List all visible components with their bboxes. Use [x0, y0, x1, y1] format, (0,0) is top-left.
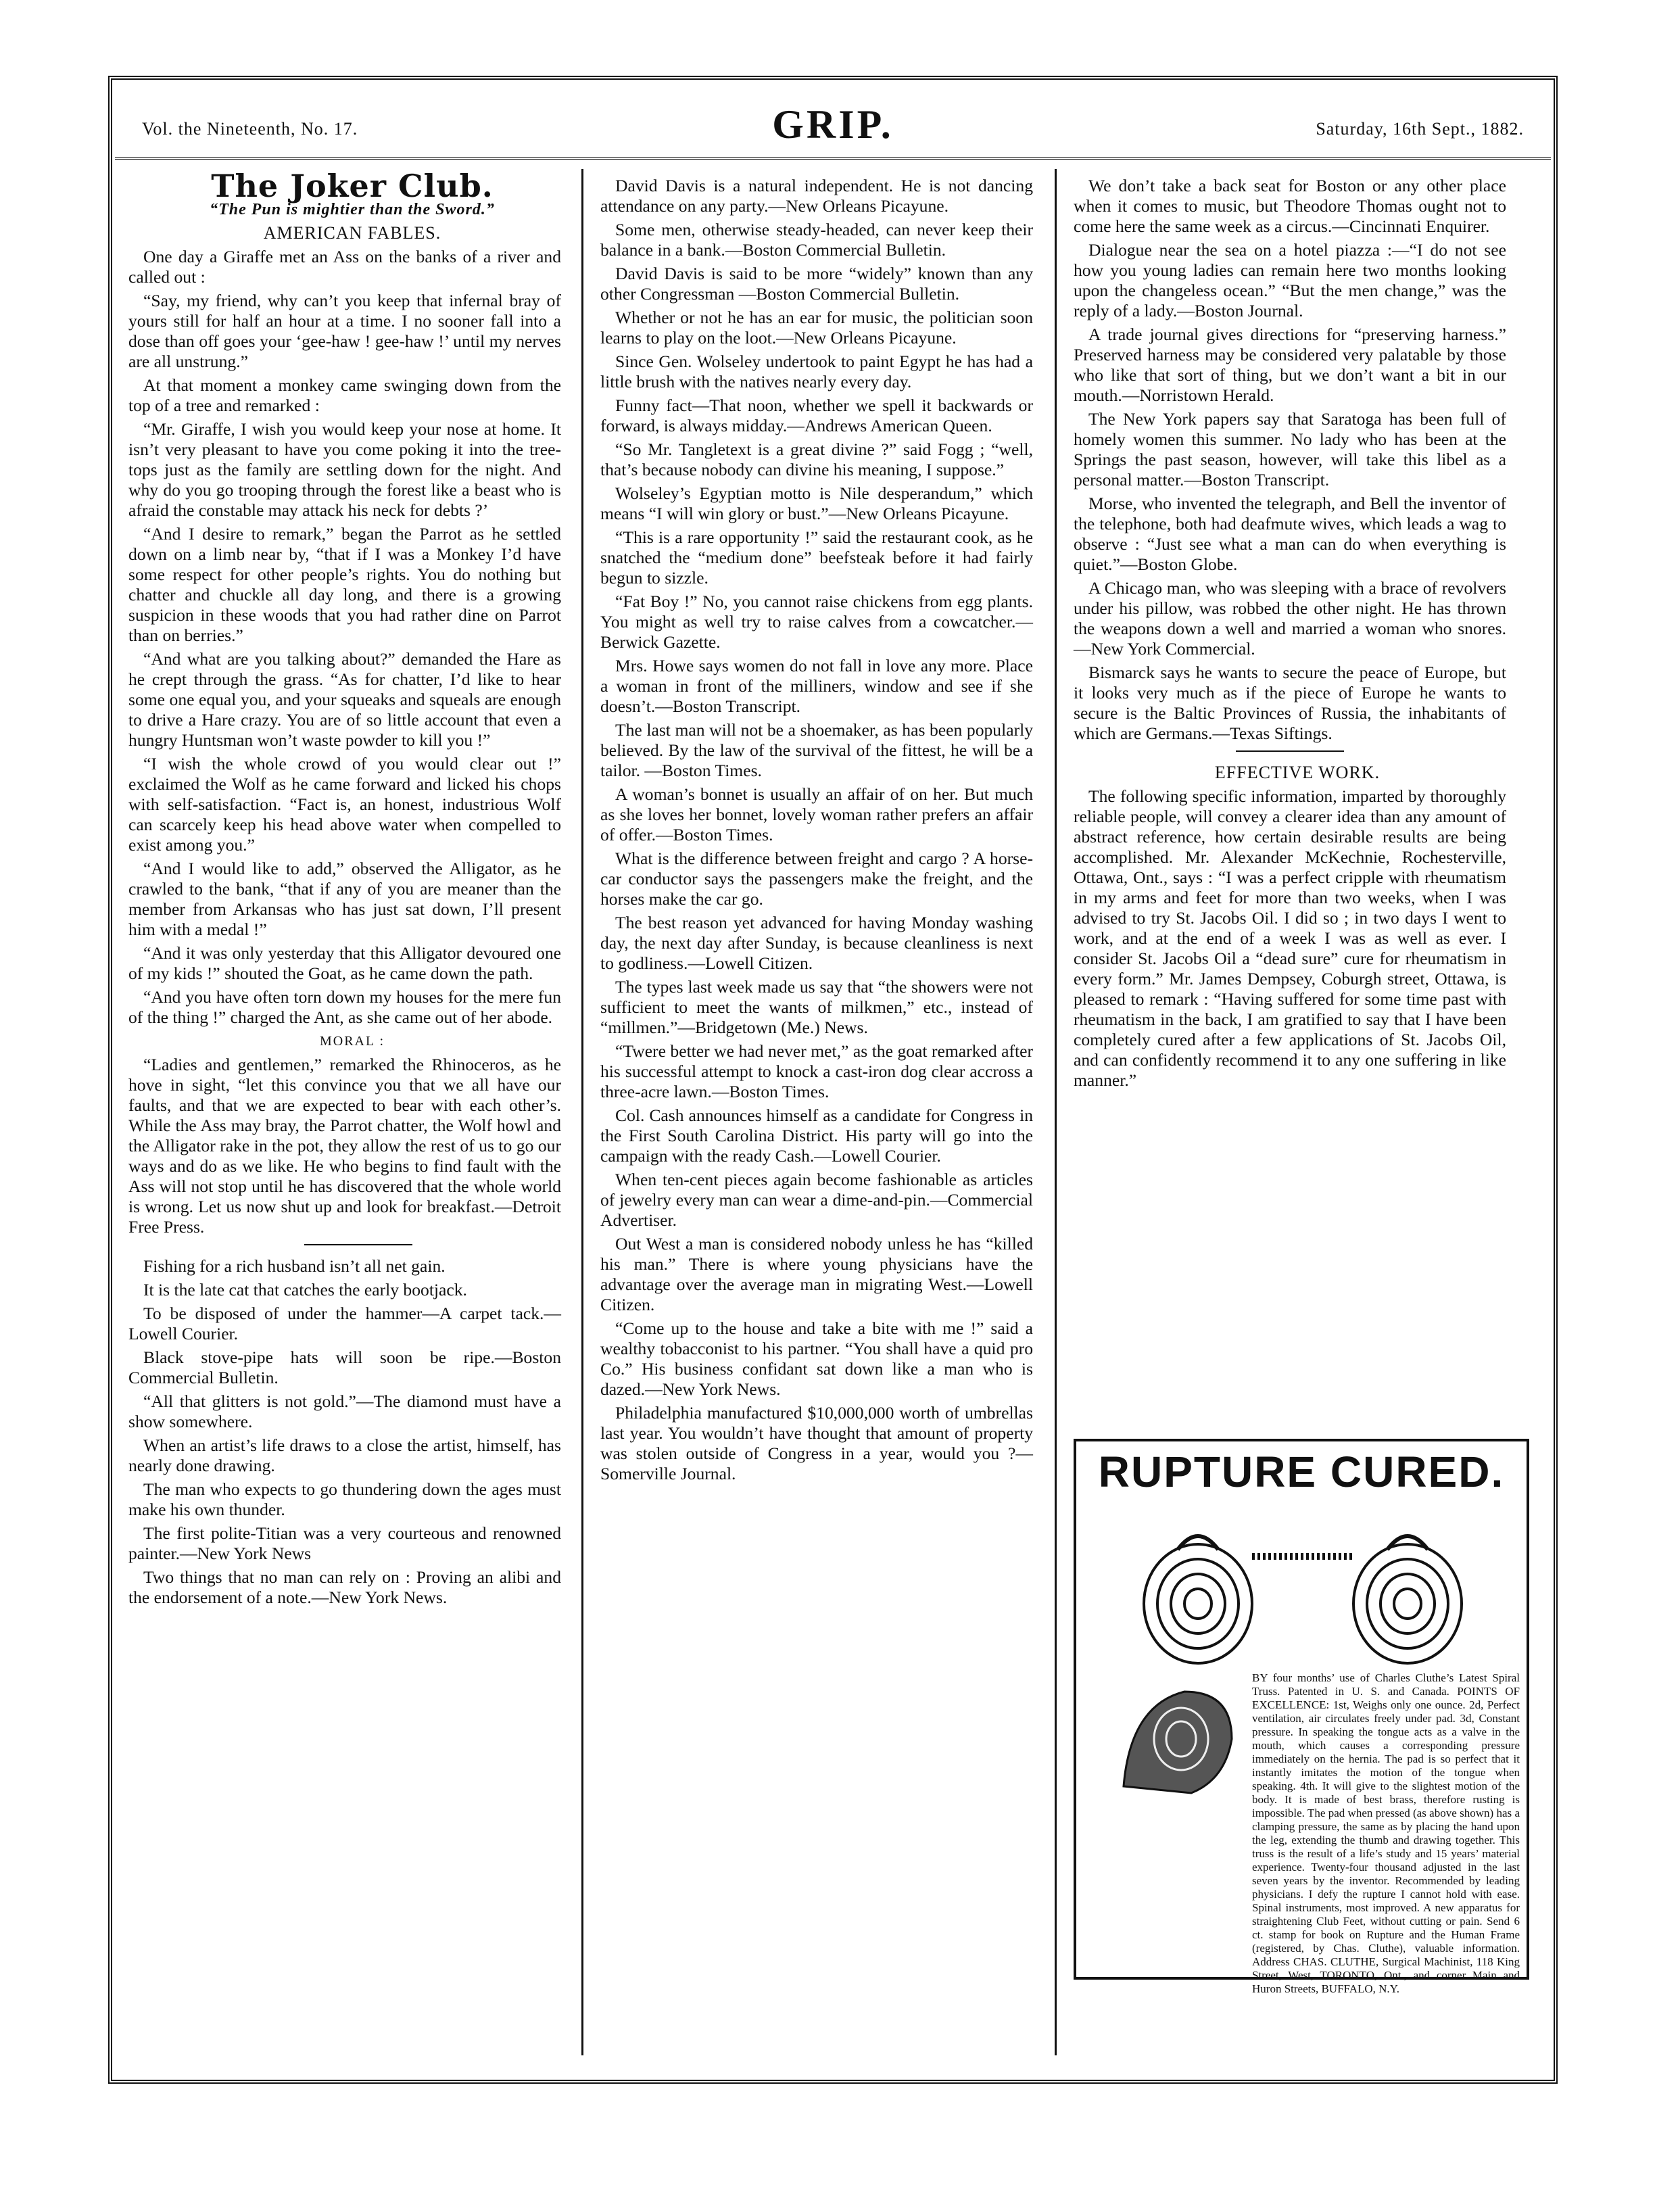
fable-paragraph: “Mr. Giraffe, I wish you would keep your nose at home. It isn’t very pleasant to have you come poking it into the tree-tops just as the family are settling down for the night. And why do you go trooping through the forest like a beast who is afraid the constable may attack his neck for debts ?’ — [128, 419, 561, 520]
fable-paragraph: “And what are you talking about?” demanded the Hare as he crept through the grass. “As for chatter, I’d like to hear some one equal you, and your squeaks and squeals are enough to drive a Hare crazy. You are of so little account that even a hungry Huntsman won’t waste powder to kill you !” — [128, 649, 561, 750]
effective-work-heading: EFFECTIVE WORK. — [1214, 763, 1381, 782]
joke-item: We don’t take a back seat for Boston or any other place when it comes to music, but Theodore Thomas ought not to come here the same week as a circus.—Cincinnati Enquirer. — [1074, 176, 1506, 236]
joke-item: The first polite-Titian was a very courteous and renowned painter.—New York News — [128, 1523, 561, 1563]
joke-item: The man who expects to go thundering down the ages must make his own thunder. — [128, 1479, 561, 1519]
column-divider — [1055, 169, 1057, 2055]
section-rule — [304, 1244, 412, 1245]
joke-item: To be disposed of under the hammer—A carpet tack.—Lowell Courier. — [128, 1304, 561, 1343]
truss-illustration — [1117, 1509, 1495, 1671]
joke-item: What is the difference between freight and cargo ? A horse-car conductor says the passengers make the freight, and the horses make the car go. — [600, 849, 1033, 909]
joke-item: “Fat Boy !” No, you cannot raise chickens from egg plants. You might as well try to raise calves from a cowcatcher.—Berwick Gazette. — [600, 592, 1033, 652]
joke-item: Morse, who invented the telegraph, and Bell the inventor of the telephone, both had deafmute wives, which leads a wag to observe : “Just see what a man can do when everything is quiet.”—Boston Globe. — [1074, 494, 1506, 574]
joke-item: Col. Cash announces himself as a candidate for Congress in the First South Carolina District. His party will go into the campaign with the ready Cash.—Lowell Courier. — [600, 1105, 1033, 1166]
joke-item: Bismarck says he wants to secure the peace of Europe, but it looks very much as if the piece of Europe he wants to secure is the Baltic Provinces of Russia, the inhabitants of which are Germans.—Texas Siftings. — [1074, 663, 1506, 743]
joke-item: A trade journal gives directions for “preserving harness.” Preserved harness may be considered very palatable by those who like that sort of thing, but we don’t want a bit in our mouth.—Norristown Herald. — [1074, 325, 1506, 405]
joke-item: Fishing for a rich husband isn’t all net gain. — [143, 1256, 446, 1276]
joke-item: “So Mr. Tangletext is a great divine ?” said Fogg ; “well, that’s because nobody can divine his meaning, I suppose.” — [600, 439, 1033, 479]
advert-body — [1252, 1671, 1520, 1996]
fable-paragraph: “And I would like to add,” observed the Alligator, as he crawled to the bank, “that if any of you are meaner than the member from Arkansas who has just sat down, I’ll present him with a medal !” — [128, 859, 561, 939]
joke-item: It is the late cat that catches the early bootjack. — [143, 1280, 467, 1299]
joke-item: Some men, otherwise steady-headed, can never keep their balance in a bank.—Boston Commercial Bulletin. — [600, 220, 1033, 260]
advert-body-text: BY four months’ use of Charles Cluthe’s Latest Spiral Truss. Patented in U. S. and Canada. POINTS OF EXCELLENCE: 1st, Weighs only one ounce. 2d, Perfect ventilation, air circulates freely under pad. 3d, Constant pressure. In speaking the tongue acts as a valve in the mouth, which causes a corresponding pressure immediately on the hernia. The pad is so perfect that it instantly imitates the motion of the tongue when speaking. 4th. It will give to the slightest motion of the body. It is made of best brass, therefore rusting is impossible. The pad when pressed (as above shown) has a clamping pressure, the same as by placing the hand upon the leg, extending the thumb and drawing together. This truss is the result of a life’s study and 15 years’ material experience. Twenty-four thousand adjusted in the last seven years by the inventor. Recommended by leading physicians. I defy the rupture I cannot hold with ease. Spinal instruments, most improved. A new apparatus for straightening Club Feet, without cutting or pain. Send 6 ct. stamp for book on Rupture and the Human Frame (registered, by Chas. Cluthe), valuable information. Address CHAS. CLUTHE, Surgical Machinist, 118 King Street, West, TORONTO, Ont., and corner Main and Huron Streets, BUFFALO, N.Y. — [1252, 1671, 1520, 1995]
joke-item: Black stove-pipe hats will soon be ripe.—Boston Commercial Bulletin. — [128, 1347, 561, 1387]
joke-item: The types last week made us say that “the showers were not sufficient to meet the wants of milkmen,” etc., instead of “millmen.”—Bridgetown (Me.) News. — [600, 977, 1033, 1037]
moral-heading: MORAL : — [319, 1034, 385, 1049]
column-1 — [128, 168, 561, 1611]
moral-paragraph: “Ladies and gentlemen,” remarked the Rhinoceros, as he hove in sight, “let this convince you that we all have our faults, and that we are expected to bear with each other’s. While the Ass may bray, the Parrot chatter, the Wolf howl and the Alligator rake in the pot, they allow the rest of us to go our ways and do as we like. He who begins to find fault with the Ass will not stop until he has discovered that the whole world is wrong. Let us now shut up and look for breakfast.—Detroit Free Press. — [128, 1055, 561, 1237]
fable-paragraph: “I wish the whole crowd of you would clear out !” exclaimed the Wolf as he came forward and licked his chops with self-satisfaction. “Fact is, an honest, industrious Wolf can scarcely keep his head above water when compelled to exist among you.” — [128, 754, 561, 855]
column-3 — [1074, 176, 1506, 1094]
truss-pad-left — [1144, 1536, 1252, 1663]
effective-work-paragraph: The following specific information, imparted by thoroughly reliable people, will convey a clearer idea than any amount of abstract reference, how certain desirable results are being accomplished. Mr. Alexander McKechnie, Rochesterville, Ottawa, Ont., says : “I was a perfect cripple with rheumatism in my arms and feet for more than two weeks, when I was advised to try St. Jacobs Oil. I did so ; in two days I went to work, and at the end of a week I was as well as ever. I consider St. Jacobs Oil a “dead sure” cure for rheumatism in every form.” Mr. James Dempsey, Coburgh street, Ottawa, is pleased to remark : “Having suffered for some time past with rheumatism in the back, I am gratified to say that I have been completely cured after a few applications of St. Jacobs Oil, and can confidently recommend it to any one suffering in like manner.” — [1074, 786, 1506, 1090]
joke-item: A Chicago man, who was sleeping with a brace of revolvers under his pillow, was robbed the other night. He has thrown the weapons down a well and married a woman who snores.—New York Commercial. — [1074, 578, 1506, 659]
joke-item: Since Gen. Wolseley undertook to paint Egypt he has had a little brush with the natives nearly every day. — [600, 352, 1033, 391]
joke-item: Wolseley’s Egyptian motto is Nile desperandum,” which means “I will win glory or bust.”—New Orleans Picayune. — [600, 483, 1033, 523]
masthead — [115, 101, 1551, 156]
joke-item: When an artist’s life draws to a close the artist, himself, has nearly done drawing. — [128, 1435, 561, 1475]
column-2 — [600, 176, 1033, 1487]
masthead-rule — [115, 157, 1551, 160]
joke-item: Whether or not he has an ear for music, the politician soon learns to play on the loot.—New Orleans Picayune. — [600, 308, 1033, 348]
club-title: The Joker Club. — [211, 168, 494, 204]
advert-headline: RUPTURE CURED. — [1098, 1448, 1505, 1496]
joke-item: Out West a man is considered nobody unless he has “killed his man.” There is where young physicians have the advantage over the average man in migrating West.—Lowell Citizen. — [600, 1234, 1033, 1314]
fable-paragraph: “And I desire to remark,” began the Parrot as he settled down on a limb near by, “that if I was a Monkey I’d have some respect for other people’s rights. You do nothing but chatter and chuckle all day long, and there is a growing suspicion in these woods that you had rather dine on Parrot than on berries.” — [128, 524, 561, 645]
joke-item: “Come up to the house and take a bite with me !” said a wealthy tobacconist to his partner. “You shall have a quid pro Co.” His business confidant sat down like a man who is dazed.—New York News. — [600, 1318, 1033, 1399]
joke-item: The last man will not be a shoemaker, as has been popularly believed. By the law of the survival of the fittest, he will be a tailor. —Boston Times. — [600, 720, 1033, 780]
issue-date: Saturday, 16th Sept., 1882. — [1316, 119, 1524, 139]
joke-item: Funny fact—That noon, whether we spell it backwards or forward, is always midday.—Andrews American Queen. — [600, 396, 1033, 435]
fable-paragraph: One day a Giraffe met an Ass on the banks of a river and called out : — [128, 247, 561, 287]
fables-heading: AMERICAN FABLES. — [263, 223, 441, 243]
joke-item: “Twere better we had never met,” as the goat remarked after his successful attempt to knock a cast-iron dog clear accross a three-acre lawn.—Boston Times. — [600, 1041, 1033, 1101]
joke-item: David Davis is said to be more “widely” known than any other Congressman —Boston Commercial Bulletin. — [600, 264, 1033, 304]
rupture-advertisement — [1074, 1439, 1529, 1995]
hand-pressing-illustration — [1110, 1665, 1245, 1800]
joke-item: Philadelphia manufactured $10,000,000 worth of umbrellas last year. You wouldn’t have thought that amount of property was stolen outside of Congress in a year, would you ?—Somerville Journal. — [600, 1403, 1033, 1483]
joke-item: A woman’s bonnet is usually an affair of on her. But much as she loves her bonnet, lovely woman rather prefers an affair of offer.—Boston Times. — [600, 784, 1033, 844]
fable-paragraph: “Say, my friend, why can’t you keep that infernal bray of yours still for half an hour at a time. I no sooner fall into a dose than off goes your ‘gee-haw ! gee-haw !’ until my nerves are all unstrung.” — [128, 291, 561, 371]
joke-item: “This is a rare opportunity !” said the restaurant cook, as he snatched the “medium done” beefsteak before it had fairly begun to sizzle. — [600, 527, 1033, 588]
section-rule — [1236, 750, 1344, 752]
volume-number: Vol. the Nineteenth, No. 17. — [142, 119, 358, 139]
joke-item: Two things that no man can rely on : Proving an alibi and the endorsement of a note.—New York News. — [128, 1567, 561, 1607]
fable-paragraph: “And it was only yesterday that this Alligator devoured one of my kids !” shouted the Goat, as he came down the path. — [128, 943, 561, 983]
joke-item: Dialogue near the sea on a hotel piazza :—“I do not see how you young ladies can remain here two months looking upon the changeless ocean.” “But the men change,” was the reply of a lady.—Boston Journal. — [1074, 240, 1506, 320]
newspaper-title: GRIP. — [772, 102, 894, 147]
joke-item: “All that glitters is not gold.”—The diamond must have a show somewhere. — [128, 1391, 561, 1431]
joke-item: Mrs. Howe says women do not fall in love any more. Place a woman in front of the milliners, window and see if she doesn’t.—Boston Transcript. — [600, 656, 1033, 716]
fable-paragraph: At that moment a monkey came swinging down from the top of a tree and remarked : — [128, 375, 561, 415]
joke-item: The best reason yet advanced for having Monday washing day, the next day after Sunday, is because cleanliness is next to godliness.—Lowell Citizen. — [600, 913, 1033, 973]
joke-item: David Davis is a natural independent. He is not dancing attendance on any party.—New Orleans Picayune. — [600, 176, 1033, 216]
truss-pad-right — [1353, 1536, 1462, 1663]
fable-paragraph: “And you have often torn down my houses for the mere fun of the thing !” charged the Ant, as she came out of her abode. — [128, 987, 561, 1027]
column-divider — [581, 169, 583, 2055]
joke-item: The New York papers say that Saratoga has been full of homely women this summer. No lady who has been at the Springs the past season, however, will take this libel as a personal matter.—Boston Transcript. — [1074, 409, 1506, 490]
club-motto: “The Pun is mightier than the Sword.” — [210, 201, 495, 218]
joke-item: When ten-cent pieces again become fashionable as articles of jewelry every man can wear a dime-and-pin.—Commercial Advertiser. — [600, 1170, 1033, 1230]
